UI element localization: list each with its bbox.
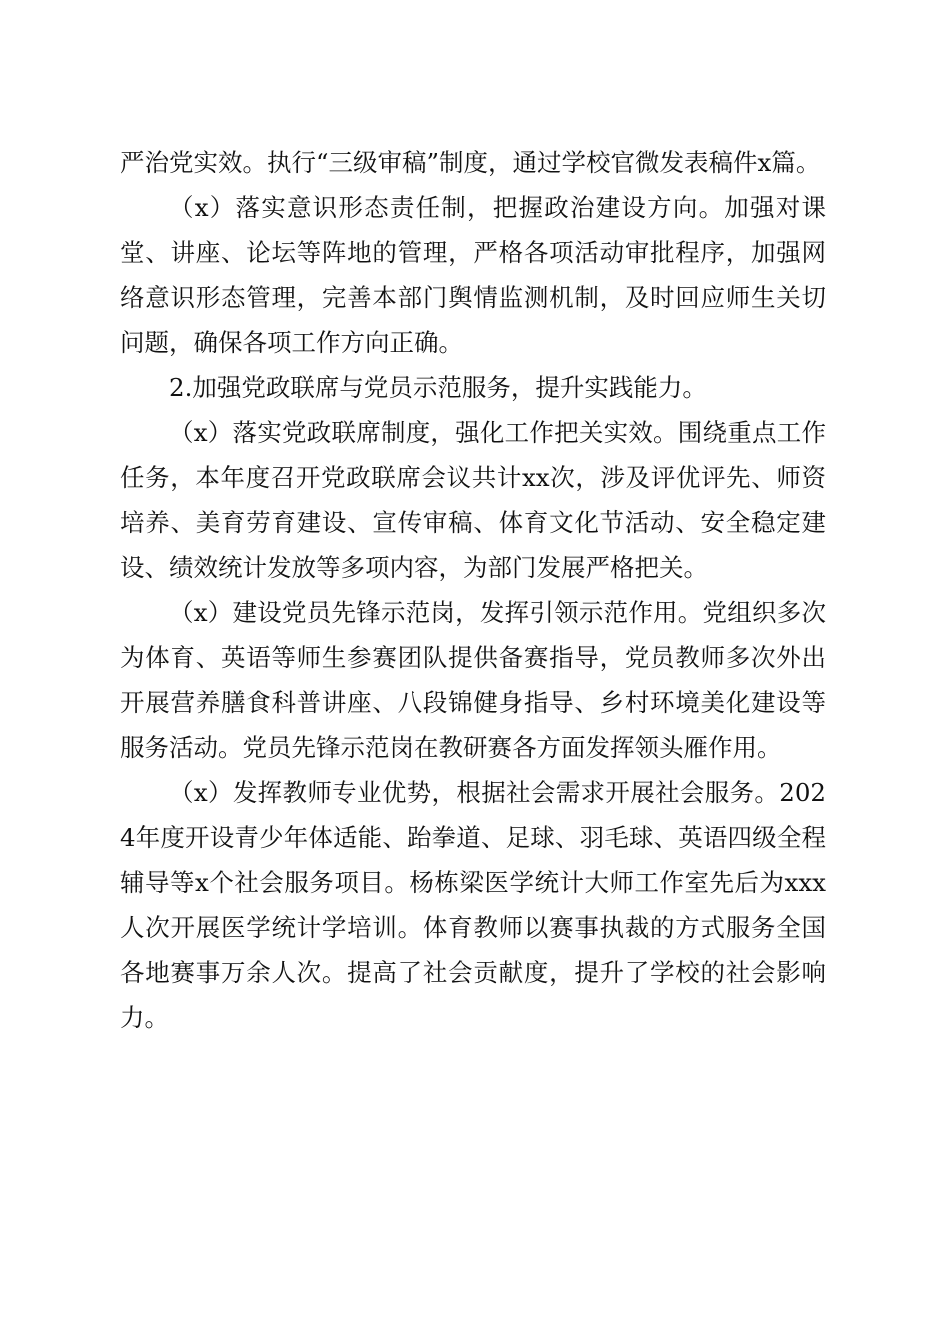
paragraph-continuation: 严治党实效。执行“三级审稿”制度，通过学校官微发表稿件x篇。 <box>120 148 821 177</box>
section-heading-party-joint-meeting: 2.加强党政联席与党员示范服务，提升实践能力。 <box>169 373 707 402</box>
paragraph-social-service: （x）发挥教师专业优势，根据社会需求开展社会服务。2024年度开设青少年体适能、跆拳道、足球、羽毛球、英语四级全程辅导等x个社会服务项目。杨栋梁医学统计大师工作室先后为xxx人次开展医学统计学培训。体育教师以赛事执裁的方式服务全国各地赛事万余人次。提高了社会贡献度，提升了学校的社会影响力。 <box>120 778 826 1032</box>
document-body <box>120 140 826 1040</box>
paragraph-ideology-responsibility: （x）落实意识形态责任制，把握政治建设方向。加强对课堂、讲座、论坛等阵地的管理，严格各项活动审批程序，加强网络意识形态管理，完善本部门舆情监测机制，及时回应师生关切问题，确保各项工作方向正确。 <box>120 193 826 357</box>
paragraph-vanguard-post: （x）建设党员先锋示范岗，发挥引领示范作用。党组织多次为体育、英语等师生参赛团队提供备赛指导，党员教师多次外出开展营养膳食科普讲座、八段锦健身指导、乡村环境美化建设等服务活动。党员先锋示范岗在教研赛各方面发挥领头雁作用。 <box>120 598 826 762</box>
paragraph-joint-meeting-system: （x）落实党政联席制度，强化工作把关实效。围绕重点工作任务，本年度召开党政联席会议共计xx次，涉及评优评先、师资培养、美育劳育建设、宣传审稿、体育文化节活动、安全稳定建设、绩效统计发放等多项内容，为部门发展严格把关。 <box>120 418 826 582</box>
